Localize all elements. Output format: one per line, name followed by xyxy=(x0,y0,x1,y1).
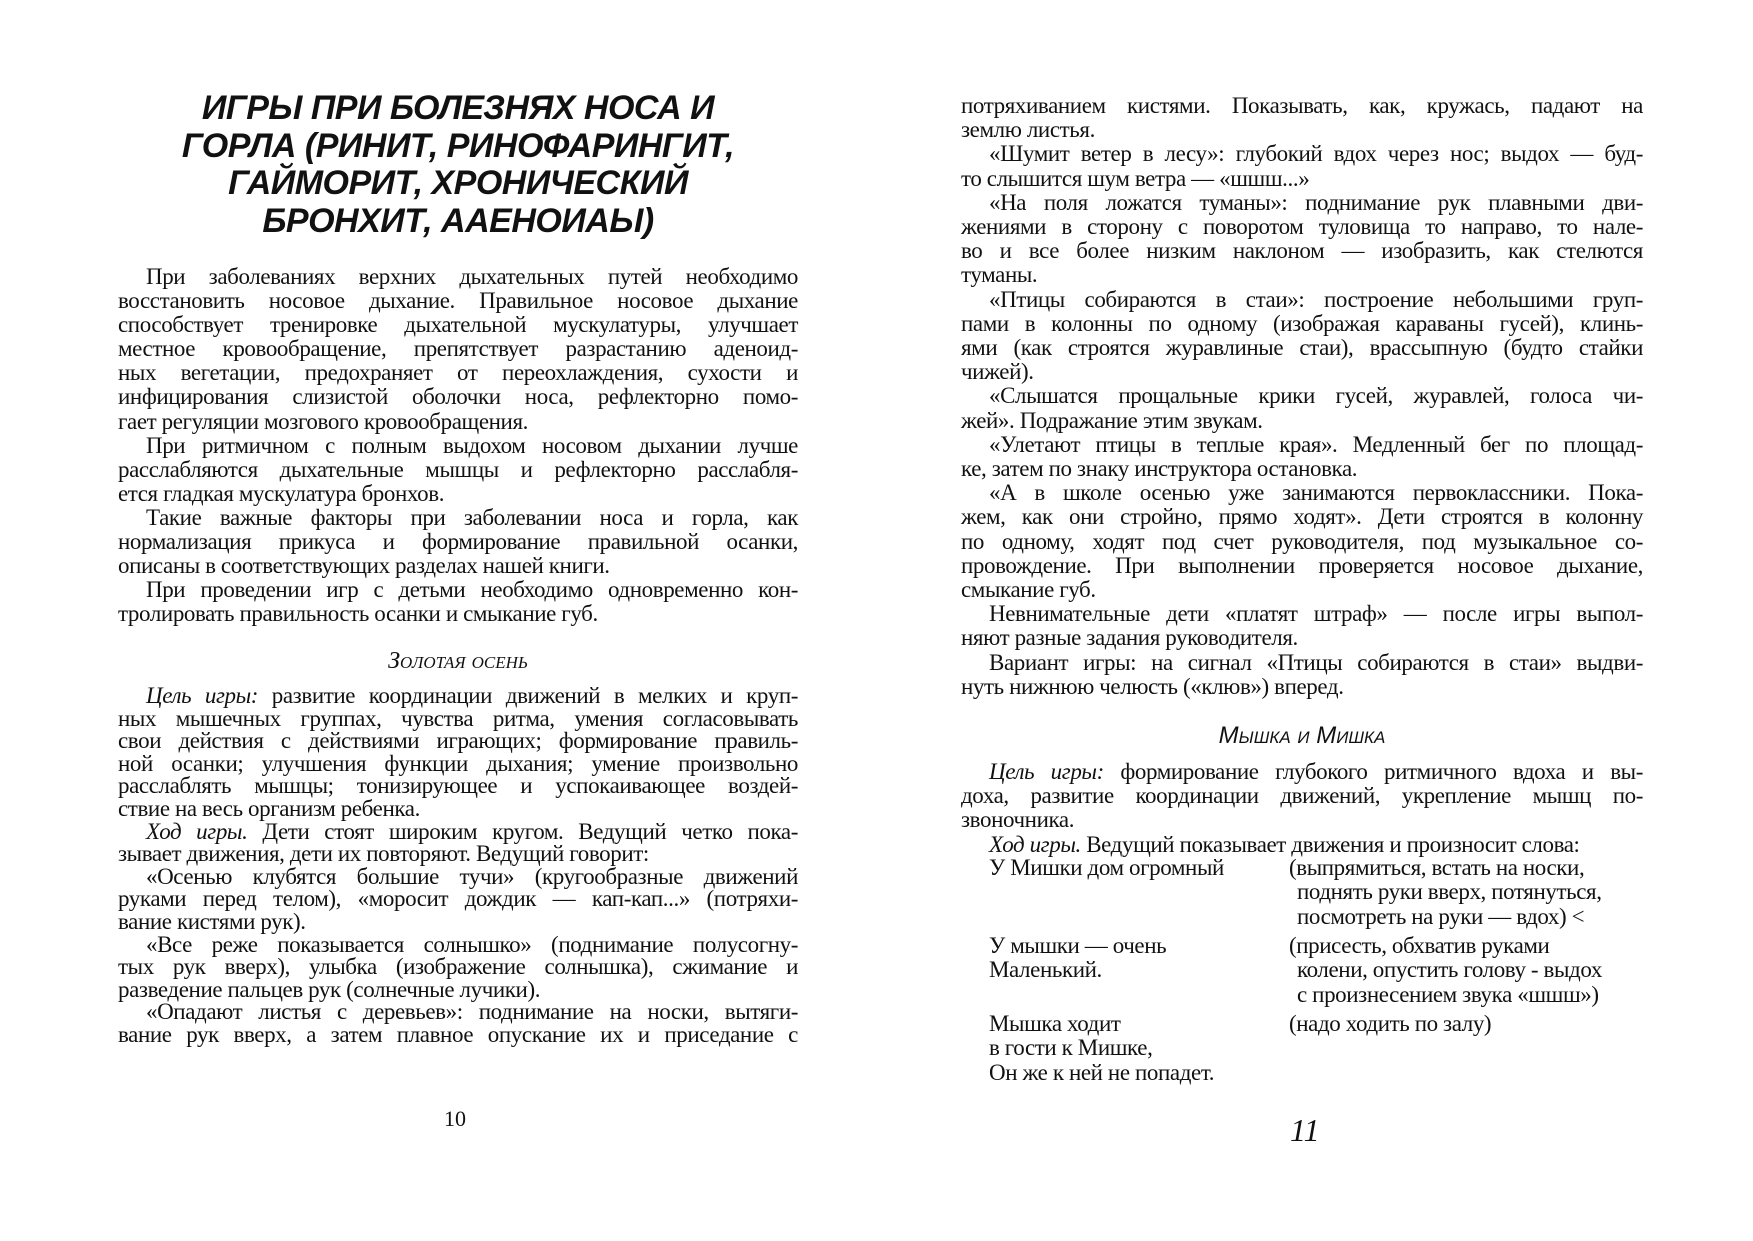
verse-action xyxy=(1289,1012,1491,1036)
text-line: ных вегетации, предохраняет от переохлаждения, сухости и xyxy=(118,360,798,386)
text-line: «Осенью клубятся большие тучи» (кругообразные движений xyxy=(146,863,798,889)
text-line: няют разные задания руководителя. xyxy=(961,625,1298,651)
text-line: ется гладкая мускулатура бронхов. xyxy=(118,480,445,506)
text-line xyxy=(961,833,1643,857)
title-line: ГАЙМОРИТ, ХРОНИЧЕСКИЙ xyxy=(228,164,688,202)
continued-text xyxy=(961,94,1643,699)
text-line: руками перед телом), «моросит дождик — кап-кап...» (потряхи- xyxy=(118,886,798,912)
text-line: При ритмичном с полным выдохом носовом дыхании лучше xyxy=(146,432,798,458)
verse-line: Он же к ней не попадет. xyxy=(989,1059,1215,1085)
text-line: ями (как строятся журавлиные стаи), врассыпную (будто стайки xyxy=(961,335,1643,361)
text-line: по одному, ходят под счет руководителя, под музыкальное со- xyxy=(961,528,1643,554)
text-line: «Птицы собираются в стаи»: построение небольшими груп- xyxy=(989,286,1643,312)
text-line: описаны в соответствующих разделах нашей книги. xyxy=(118,553,610,579)
verse-line: Маленький. xyxy=(989,957,1102,983)
verse-words xyxy=(989,1012,1214,1085)
text-line: землю листья. xyxy=(961,117,1095,143)
section-title-zolotaya-osen: Золотая осень xyxy=(388,648,528,674)
verse-action xyxy=(1289,856,1602,929)
action-line: (присесть, обхватив руками xyxy=(1289,933,1550,958)
text-line: жениями в сторону с поворотом туловища то направо, то нале- xyxy=(961,214,1643,240)
chapter-title xyxy=(118,90,798,240)
action-line: (надо ходить по залу) xyxy=(1289,1011,1492,1036)
italic-lead: Ход игры. xyxy=(146,818,248,844)
text-line: нуть нижнюю челюсть («клюв») вперед. xyxy=(961,673,1344,699)
page-number: 11 xyxy=(1290,1112,1320,1148)
myshka-i-mishka-text xyxy=(961,760,1643,857)
text-line: жей». Подражание этим звукам. xyxy=(961,407,1263,433)
text-line: доха, развитие координации движений, укрепление мышц по- xyxy=(961,783,1643,809)
verse-line: в гости к Мишке, xyxy=(989,1035,1153,1061)
text-line: смыкание губ. xyxy=(961,577,1096,603)
text-line: «Слышатся прощальные крики гусей, журавлей, голоса чи- xyxy=(989,383,1643,409)
text-line: гает регуляции мозгового кровообращения. xyxy=(118,408,528,434)
text-line: ных мышечных группах, чувства ритма, умения согласовывать xyxy=(118,705,798,731)
line-text: развитие координации движений в мелких и круп- xyxy=(258,683,798,708)
right-page xyxy=(876,0,1753,1241)
title-line: ИГРЫ ПРИ БОЛЕЗНЯХ НОСА И xyxy=(201,89,715,127)
text-line: «Все реже показывается солнышко» (поднимание полусогну- xyxy=(146,931,798,957)
text-line xyxy=(118,818,799,844)
text-line: туманы. xyxy=(961,262,1038,288)
verse-line: Мышка ходит xyxy=(989,1011,1121,1036)
text-line: ной осанки; улучшения функции дыхания; умение произвольно xyxy=(118,750,798,776)
text-line: При заболеваниях верхних дыхательных путей необходимо xyxy=(146,264,798,289)
left-page xyxy=(0,0,876,1241)
text-line: Невнимательные дети «платят штраф» — после игры выпол- xyxy=(989,601,1643,627)
text-line: «А в школе осенью уже занимаются первоклассники. Пока- xyxy=(989,480,1643,506)
line-text: Дети стоят широким кругом. Ведущий четко пока- xyxy=(247,818,799,844)
text-line xyxy=(961,760,1643,784)
verse-words xyxy=(989,856,1224,880)
text-line: потряхиванием кистями. Показывать, как, кружась, падают на xyxy=(961,93,1643,118)
intro-text xyxy=(118,265,798,626)
text-line: Такие важные факторы при заболевании носа и горла, как xyxy=(146,504,798,530)
action-line: поднять руки вверх, потянуться, xyxy=(1297,879,1602,905)
verse-line: У мышки — очень xyxy=(989,933,1167,958)
text-line: «Улетают птицы в теплые края». Медленный бег по площад- xyxy=(989,431,1643,457)
action-line: с произнесением звука «шшш») xyxy=(1297,981,1599,1007)
text-line: «Шумит ветер в лесу»: глубокий вдох через нос; выдох — буд- xyxy=(989,141,1643,167)
text-line: нормализация прикуса и формирование правильной осанки, xyxy=(118,529,798,555)
text-line: Вариант игры: на сигнал «Птицы собираются в стаи» выдви- xyxy=(989,649,1643,675)
text-line: «На поля ложатся туманы»: поднимание рук плавными дви- xyxy=(989,189,1643,215)
title-line: ГОРЛА (РИНИТ, РИНОФАРИНГИТ, xyxy=(181,126,735,165)
text-line: ствие на весь организм ребенка. xyxy=(118,795,420,821)
text-line: во и все более низким наклоном — изобразить, как стелются xyxy=(961,238,1643,264)
text-line: вание рук вверх, а затем плавное опускание их и приседание с xyxy=(118,1021,798,1047)
action-line: посмотреть на руки — вдох) < xyxy=(1297,903,1585,929)
text-line: вание кистями рук). xyxy=(118,908,306,934)
text-line: зывает движения, дети их повторяют. Ведущий говорит: xyxy=(118,841,649,867)
line-text: Ведущий показывает движения и произносит слова: xyxy=(1080,831,1580,857)
text-line: тролировать правильность осанки и смыкание губ. xyxy=(118,601,598,627)
text-line: звоночника. xyxy=(961,807,1075,833)
verse-words xyxy=(989,934,1166,983)
italic-lead: Ход игры. xyxy=(989,831,1081,857)
text-line: способствует тренировке дыхательной мускулатуры, улучшает xyxy=(118,312,798,338)
italic-lead: Цель игры: xyxy=(146,683,259,708)
verse-action xyxy=(1289,934,1602,1007)
text-line: пами в колонны по одному (изображая караваны гусей), клинь- xyxy=(961,310,1643,336)
text-line: свои действия с действиями играющих; формирование правиль- xyxy=(118,728,798,754)
italic-lead: Цель игры: xyxy=(989,759,1104,784)
text-line: жем, как они стройно, прямо ходят». Дети строятся в колонну xyxy=(961,504,1643,530)
text-line: расслаблять мышцы; тонизирующее и успокаивающее воздей- xyxy=(118,773,798,799)
text-line: расслабляются дыхательные мышцы и рефлекторно расслабля- xyxy=(118,456,798,482)
text-line: инфицирования слизистой оболочки носа, рефлекторно помо- xyxy=(118,384,798,410)
text-line: провождение. При выполнении проверяется носовое дыхание, xyxy=(961,552,1643,578)
text-line: тых рук вверх), улыбка (изображение солнышка), сжимание и xyxy=(118,954,798,980)
verse-line: У Мишки дом огромный xyxy=(989,855,1224,880)
text-line: чижей). xyxy=(961,359,1034,385)
action-line: (выпрямиться, встать на носки, xyxy=(1289,855,1585,880)
zolotaya-osen-text xyxy=(118,685,798,1047)
page-number: 10 xyxy=(444,1106,466,1131)
text-line: При проведении игр с детьми необходимо одновременно кон- xyxy=(146,577,798,603)
text-line: разведение пальцев рук (солнечные лучики). xyxy=(118,976,541,1002)
text-line: местное кровообращение, препятствует разрастанию аденоид- xyxy=(118,336,798,362)
text-line: ке, затем по знаку инструктора остановка. xyxy=(961,456,1358,482)
line-text: формирование глубокого ритмичного вдоха и вы- xyxy=(1103,759,1643,784)
title-line: БРОНХИТ, ААЕНОИАЫ) xyxy=(262,201,654,240)
action-line: колени, опустить голову - выдох xyxy=(1297,957,1602,983)
section-title-myshka-i-mishka: Мышка и Мишка xyxy=(1218,722,1386,749)
text-line: «Опадают листья с деревьев»: поднимание на носки, вытяги- xyxy=(146,999,798,1025)
text-line: восстановить носовое дыхание. Правильное носовое дыхание xyxy=(118,288,798,314)
text-line: то слышится шум ветра — «шшш...» xyxy=(961,165,1310,191)
text-line xyxy=(118,685,798,708)
